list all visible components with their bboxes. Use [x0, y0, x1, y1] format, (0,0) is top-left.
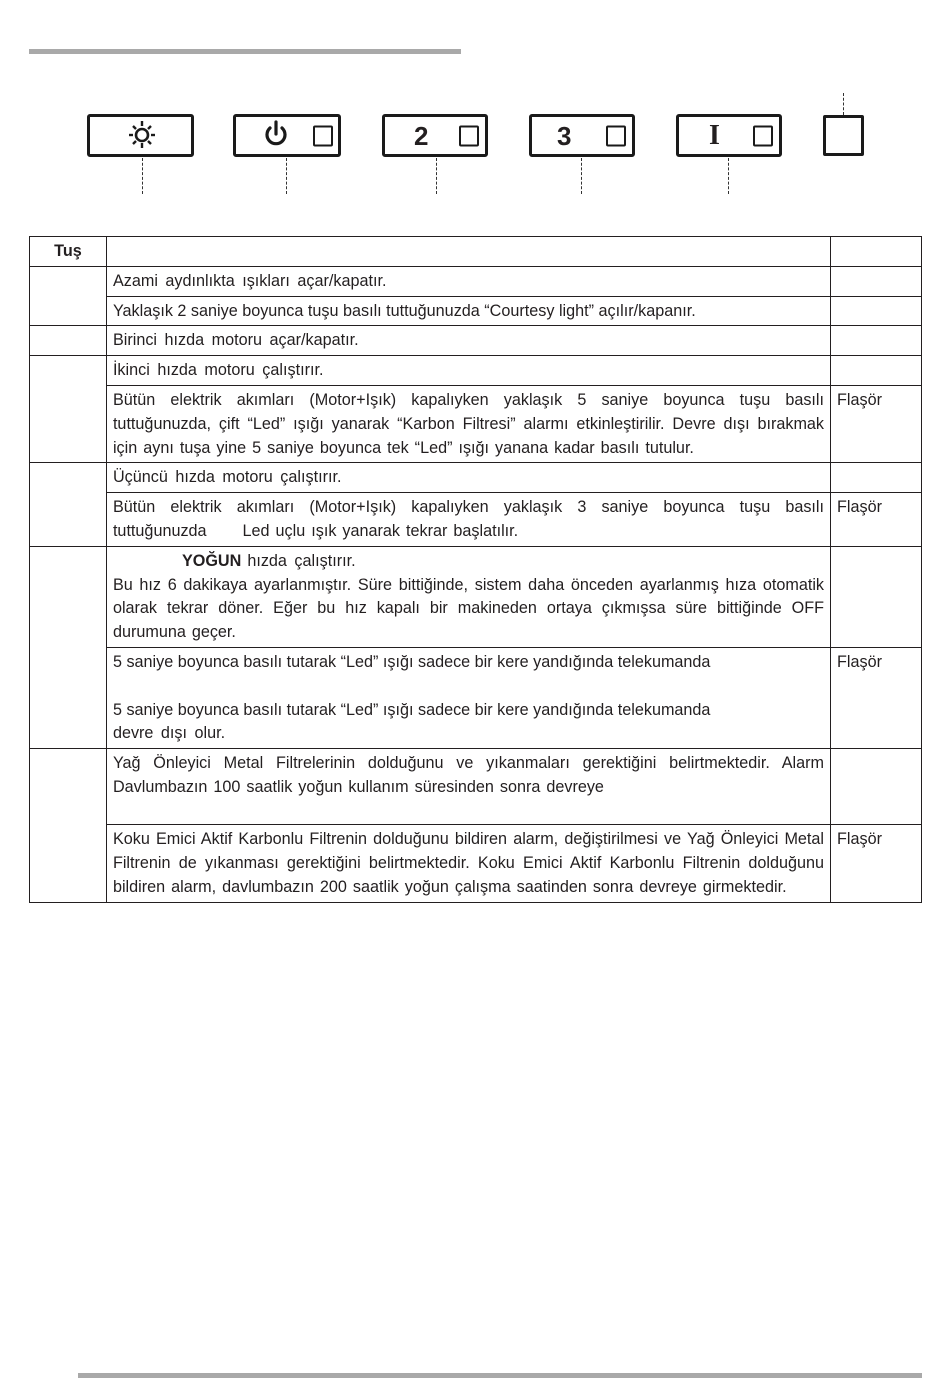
function-table	[29, 236, 922, 903]
function-cell: 5 saniye boyunca basılı tutarak “Led” ışığı sadece bir kere yandığında telekumanda 5 saniye boyunca basılı tutarak “Led” ışığı sadece bir kere yandığında telekumanda devre dışı olur.	[106, 647, 830, 748]
key-cell-led	[30, 749, 107, 902]
header-function	[106, 237, 830, 267]
sun-icon	[128, 120, 156, 152]
function-cell: Koku Emici Aktif Karbonlu Filtrenin dolduğunu bildiren alarm, değiştirilmesi ve Yağ Önleyici Metal Filtrenin de yıkanması gerektiğini belirtmektedir. Koku Emici Aktif Karbonlu Filtrenin dolduğunu bildiren alarm, davlumbazın 200 saatlik yoğun çalışma saatinden sonra devreye girmektedir.	[106, 825, 830, 902]
header-key: Tuş	[30, 237, 107, 267]
table-row	[30, 647, 922, 748]
led-indicator-icon	[753, 125, 773, 146]
table-row	[30, 385, 922, 462]
table-row	[30, 296, 922, 326]
key-cell-speed-2	[30, 356, 107, 463]
function-text: Led uçlu ışık yanarak tekrar başlatılır.	[242, 521, 519, 540]
intensive-key	[676, 114, 782, 157]
table-row	[30, 463, 922, 493]
key-cell-power	[30, 326, 107, 356]
speed-2-key	[382, 114, 488, 157]
led-cell	[831, 326, 922, 356]
intensive-label: I	[709, 119, 720, 151]
led-cell	[831, 356, 922, 386]
function-cell: Birinci hızda motoru açar/kapatır.	[106, 326, 830, 356]
led-indicator-icon	[606, 125, 626, 146]
led-cell	[831, 546, 922, 647]
led-cell	[831, 463, 922, 493]
speed-2-label: 2	[414, 120, 429, 151]
speed-3-label: 3	[557, 120, 572, 151]
function-cell: Azami aydınlıkta ışıkları açar/kapatır.	[106, 266, 830, 296]
led-indicator-icon	[313, 125, 333, 146]
table-row	[30, 546, 922, 647]
function-cell: YOĞUN hızda çalıştırır. Bu hız 6 dakikaya ayarlanmıştır. Süre bittiğinde, sistem daha önceden ayarlanmış hıza otomatik olarak tekrar döner. Eğer bu hız kapalı bir makineden ortaya çıkmışsa süre bittiğinde OFF durumuna geçer.	[106, 546, 830, 647]
led-cell	[831, 266, 922, 296]
callout-line	[728, 158, 729, 194]
callout-line	[142, 158, 143, 194]
led-square-icon	[823, 115, 864, 156]
table-header-row	[30, 237, 922, 267]
led-cell	[831, 749, 922, 825]
function-cell: Üçüncü hızda motoru çalıştırır.	[106, 463, 830, 493]
function-text: Bu hız 6 dakikaya ayarlanmıştır. Süre bittiğinde, sistem daha önceden ayarlanmış hıza otomatik olarak tekrar döner. Eğer bu hız kapalı bir makineden ortaya çıkmışsa süre bittiğinde OFF durumuna geçer.	[112, 575, 825, 642]
table-row	[30, 326, 922, 356]
function-cell	[106, 493, 830, 547]
header-led	[831, 237, 922, 267]
callout-line	[581, 158, 582, 194]
speed-3-key	[529, 114, 635, 157]
table-row	[30, 749, 922, 825]
callout-line	[843, 93, 844, 115]
led-cell: Flaşör	[831, 493, 922, 547]
callout-line	[436, 158, 437, 194]
key-cell-light	[30, 266, 107, 326]
power-key	[233, 114, 341, 157]
function-cell: İkinci hızda motoru çalıştırır.	[106, 356, 830, 386]
led-indicator-icon	[459, 125, 479, 146]
table-row	[30, 266, 922, 296]
function-cell: Bütün elektrik akımları (Motor+Işık) kapalıyken yaklaşık 5 saniye boyunca tuşu basılı tuttuğunuzda, çift “Led” ışığı yanarak “Karbon Filtresi” alarmı etkinleştirilir. Devre dışı bırakmak için aynı tuşa yine 5 saniye boyunca tek “Led” ışığı yanana kadar basılı tutulur.	[106, 385, 830, 462]
table-row	[30, 356, 922, 386]
light-key	[87, 114, 194, 157]
control-panel-diagram	[0, 0, 950, 200]
function-text: Bütün elektrik akımları (Motor+Işık) kapalıyken yaklaşık 3 saniye boyunca tuşu basılı tuttuğunuzda	[112, 498, 825, 540]
footer-rule	[78, 1373, 922, 1378]
callout-line	[286, 158, 287, 194]
led-cell: Flaşör	[831, 385, 922, 462]
table-row	[30, 825, 922, 902]
key-cell-speed-3	[30, 463, 107, 546]
led-cell: Flaşör	[831, 825, 922, 902]
key-cell-intensive	[30, 546, 107, 748]
power-icon	[263, 120, 289, 152]
led-cell	[831, 296, 922, 326]
table-row	[30, 493, 922, 547]
function-cell: Yağ Önleyici Metal Filtrelerinin dolduğunu ve yıkanmaları gerektiğini belirtmektedir. Alarm Davlumbazın 100 saatlik yoğun kullanım süresinden sonra devreye	[106, 749, 830, 825]
intensive-bold-text: YOĞUN	[181, 551, 242, 570]
led-cell: Flaşör	[831, 647, 922, 748]
function-cell: Yaklaşık 2 saniye boyunca tuşu basılı tuttuğunuzda “Courtesy light” açılır/kapanır.	[106, 296, 830, 326]
